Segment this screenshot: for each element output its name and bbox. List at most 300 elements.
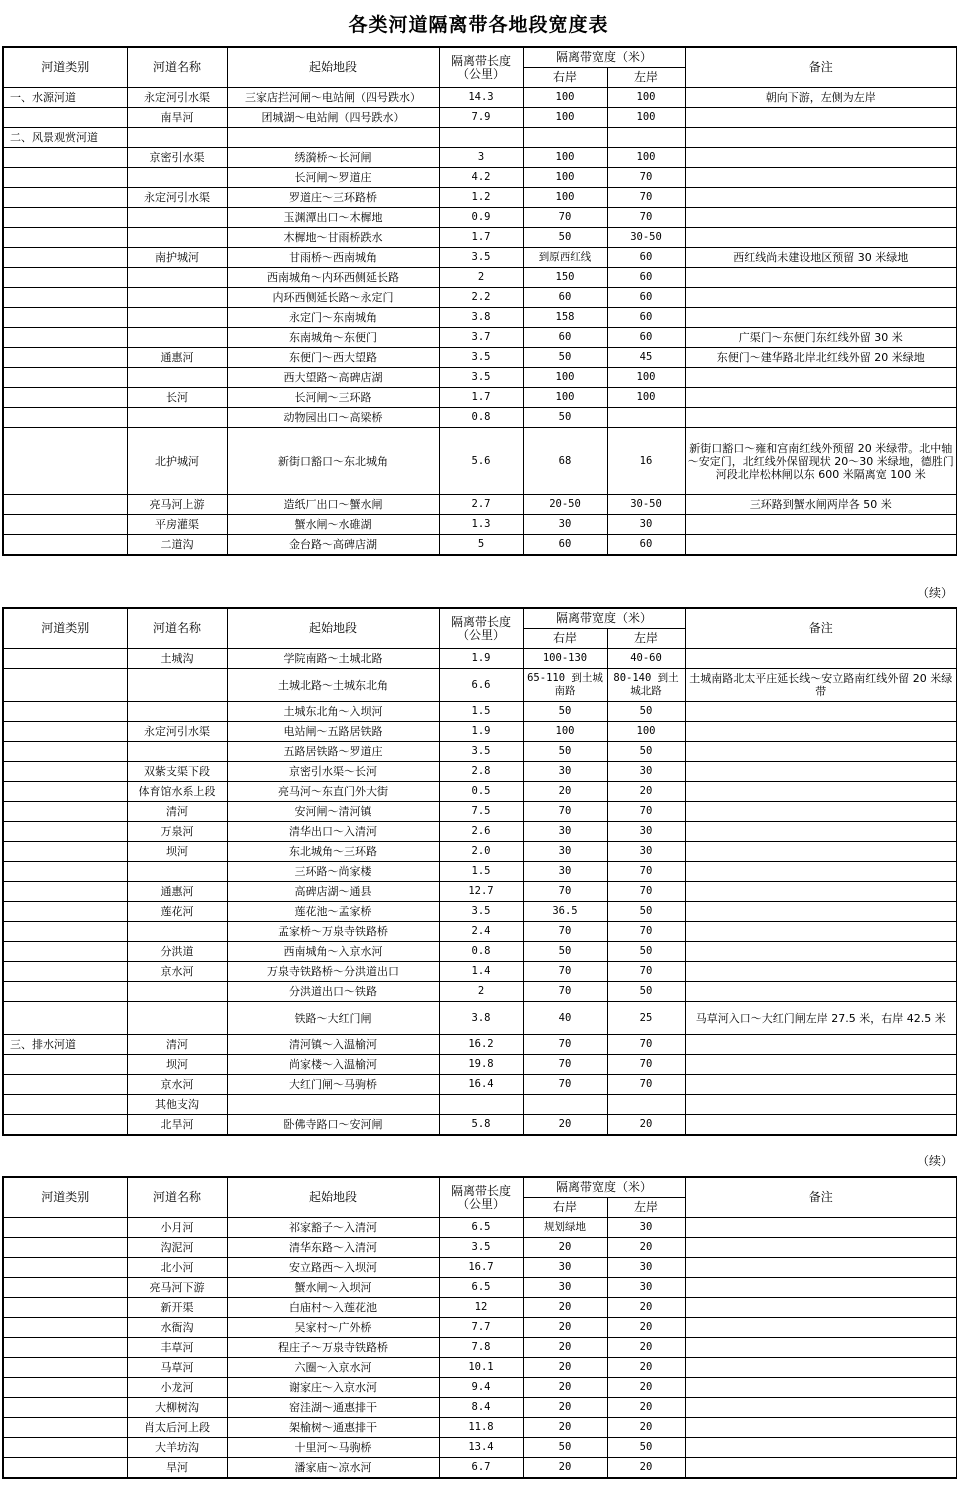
section-range: 架榆树～通惠排干 [227, 1418, 439, 1438]
section-range: 孟家桥～万泉寺铁路桥 [227, 922, 439, 942]
left-bank-width: 50 [607, 942, 685, 962]
buffer-length: 5.8 [439, 1115, 523, 1136]
river-category [3, 515, 127, 535]
remark [685, 1115, 957, 1136]
left-bank-width: 100 [607, 148, 685, 168]
right-bank-width: 100 [523, 368, 607, 388]
remark: 新街口豁口～雍和宫南红线外预留 20 米绿带。北中轴～安定门，北红线外保留现状 20～30 米绿地，德胜门河段北岸松林闸以东 600 米隔离宽 100 米 [685, 428, 957, 495]
remark [685, 1238, 957, 1258]
remark [685, 1035, 957, 1055]
remark [685, 1458, 957, 1479]
right-bank-width: 20 [523, 1298, 607, 1318]
section-range: 谢家庄～入京水河 [227, 1378, 439, 1398]
river-category [3, 328, 127, 348]
buffer-length: 2.7 [439, 495, 523, 515]
right-bank-width: 70 [523, 208, 607, 228]
buffer-length [439, 1095, 523, 1115]
left-bank-width: 70 [607, 1035, 685, 1055]
river-category [3, 842, 127, 862]
section-range: 玉渊潭出口～木樨地 [227, 208, 439, 228]
left-bank-width: 70 [607, 862, 685, 882]
river-name [127, 922, 227, 942]
river-name: 北旱河 [127, 1115, 227, 1136]
left-bank-width: 70 [607, 188, 685, 208]
right-bank-width: 到原西红线 [523, 248, 607, 268]
header-note: 备注 [685, 47, 957, 88]
river-category [3, 368, 127, 388]
buffer-length: 7.7 [439, 1318, 523, 1338]
remark: 东便门～建华路北岸北红线外留 20 米绿地 [685, 348, 957, 368]
river-name: 通惠河 [127, 348, 227, 368]
river-name: 小月河 [127, 1218, 227, 1238]
buffer-length: 2.8 [439, 762, 523, 782]
buffer-length: 11.8 [439, 1418, 523, 1438]
left-bank-width: 60 [607, 268, 685, 288]
right-bank-width: 规划绿地 [523, 1218, 607, 1238]
buffer-length: 8.4 [439, 1398, 523, 1418]
right-bank-width: 158 [523, 308, 607, 328]
table-row [3, 842, 957, 862]
section-range: 祁家豁子～入清河 [227, 1218, 439, 1238]
table-row [3, 1278, 957, 1298]
section-range: 白庙村～入莲花池 [227, 1298, 439, 1318]
table-row [3, 1298, 957, 1318]
river-category [3, 742, 127, 762]
left-bank-width: 20 [607, 1115, 685, 1136]
buffer-length: 7.8 [439, 1338, 523, 1358]
right-bank-width: 60 [523, 328, 607, 348]
header-range: 起始地段 [227, 1177, 439, 1218]
right-bank-width: 100-130 [523, 649, 607, 669]
section-range: 高碑店湖～通县 [227, 882, 439, 902]
left-bank-width: 60 [607, 288, 685, 308]
river-name: 小龙河 [127, 1378, 227, 1398]
section-range: 安立路西～入坝河 [227, 1258, 439, 1278]
section-range: 蟹水闸～入坝河 [227, 1278, 439, 1298]
table-row [3, 388, 957, 408]
river-name: 坝河 [127, 842, 227, 862]
table-row [3, 328, 957, 348]
river-name: 大柳树沟 [127, 1398, 227, 1418]
river-name: 坝河 [127, 1055, 227, 1075]
river-category [3, 722, 127, 742]
table-row [3, 408, 957, 428]
remark [685, 762, 957, 782]
right-bank-width: 50 [523, 408, 607, 428]
right-bank-width: 20 [523, 1318, 607, 1338]
table-row [3, 1418, 957, 1438]
river-category [3, 962, 127, 982]
section-range: 蟹水闸～水碓湖 [227, 515, 439, 535]
remark [685, 1438, 957, 1458]
table-row [3, 862, 957, 882]
river-category: 一、水源河道 [3, 88, 127, 108]
river-name [127, 208, 227, 228]
right-bank-width: 50 [523, 228, 607, 248]
left-bank-width: 60 [607, 248, 685, 268]
river-name: 长河 [127, 388, 227, 408]
river-name: 水衙沟 [127, 1318, 227, 1338]
river-category [3, 148, 127, 168]
buffer-length: 7.5 [439, 802, 523, 822]
table-row [3, 649, 957, 669]
remark [685, 1218, 957, 1238]
river-category [3, 1218, 127, 1238]
buffer-length: 10.1 [439, 1358, 523, 1378]
buffer-length: 0.5 [439, 782, 523, 802]
right-bank-width: 20 [523, 1358, 607, 1378]
section-range: 莲花池～孟家桥 [227, 902, 439, 922]
river-name: 京密引水渠 [127, 148, 227, 168]
buffer-length: 2 [439, 268, 523, 288]
section-range: 三环路～尚家楼 [227, 862, 439, 882]
left-bank-width: 50 [607, 902, 685, 922]
remark [685, 842, 957, 862]
header-range: 起始地段 [227, 47, 439, 88]
buffer-length: 3 [439, 148, 523, 168]
river-category [3, 248, 127, 268]
river-category [3, 228, 127, 248]
buffer-length: 1.7 [439, 228, 523, 248]
left-bank-width: 45 [607, 348, 685, 368]
river-name [127, 669, 227, 702]
remark [685, 722, 957, 742]
river-category [3, 268, 127, 288]
remark [685, 188, 957, 208]
river-name: 分洪道 [127, 942, 227, 962]
left-bank-width: 50 [607, 702, 685, 722]
remark [685, 1398, 957, 1418]
header-width: 隔离带宽度（米） [523, 1177, 685, 1198]
river-category [3, 649, 127, 669]
right-bank-width: 70 [523, 962, 607, 982]
remark [685, 962, 957, 982]
header-type: 河道类别 [3, 47, 127, 88]
table-row [3, 782, 957, 802]
left-bank-width: 100 [607, 722, 685, 742]
left-bank-width: 30 [607, 1278, 685, 1298]
river-category: 三、排水河道 [3, 1035, 127, 1055]
buffer-length: 3.5 [439, 248, 523, 268]
remark [685, 535, 957, 556]
remark [685, 128, 957, 148]
right-bank-width: 36.5 [523, 902, 607, 922]
table-row [3, 802, 957, 822]
river-category [3, 802, 127, 822]
left-bank-width: 16 [607, 428, 685, 495]
river-name: 其他支沟 [127, 1095, 227, 1115]
remark [685, 268, 957, 288]
table-row [3, 208, 957, 228]
river-name: 二道沟 [127, 535, 227, 556]
buffer-length: 9.4 [439, 1378, 523, 1398]
river-name: 南护城河 [127, 248, 227, 268]
river-buffer-table-part-1 [2, 46, 957, 556]
river-category [3, 862, 127, 882]
right-bank-width: 68 [523, 428, 607, 495]
right-bank-width: 20 [523, 1115, 607, 1136]
right-bank-width: 30 [523, 1278, 607, 1298]
remark [685, 388, 957, 408]
buffer-length: 3.5 [439, 1238, 523, 1258]
river-name: 旱河 [127, 1458, 227, 1479]
river-name [127, 228, 227, 248]
section-range: 新街口豁口～东北城角 [227, 428, 439, 495]
buffer-length: 0.8 [439, 408, 523, 428]
river-category [3, 388, 127, 408]
header-name: 河道名称 [127, 608, 227, 649]
river-category [3, 348, 127, 368]
table-row [3, 1318, 957, 1338]
header-type: 河道类别 [3, 1177, 127, 1218]
river-category [3, 1398, 127, 1418]
river-name [127, 408, 227, 428]
right-bank-width: 100 [523, 108, 607, 128]
river-category [3, 208, 127, 228]
header-type: 河道类别 [3, 608, 127, 649]
river-category [3, 1378, 127, 1398]
section-range: 土城北路～土城东北角 [227, 669, 439, 702]
left-bank-width: 30 [607, 822, 685, 842]
right-bank-width: 100 [523, 188, 607, 208]
right-bank-width: 20 [523, 782, 607, 802]
river-category [3, 1438, 127, 1458]
remark [685, 515, 957, 535]
river-name [127, 982, 227, 1002]
table-row [3, 702, 957, 722]
river-name: 平房灌渠 [127, 515, 227, 535]
table-row [3, 428, 957, 495]
table-row [3, 128, 957, 148]
river-name: 双紫支渠下段 [127, 762, 227, 782]
header-width: 隔离带宽度（米） [523, 47, 685, 68]
table-row [3, 762, 957, 782]
buffer-length: 1.5 [439, 702, 523, 722]
buffer-length: 2.4 [439, 922, 523, 942]
left-bank-width: 80-140 到土城北路 [607, 669, 685, 702]
left-bank-width: 20 [607, 782, 685, 802]
header-length: 隔离带长度（公里） [439, 608, 523, 649]
river-category [3, 1075, 127, 1095]
left-bank-width: 70 [607, 962, 685, 982]
buffer-length: 3.8 [439, 308, 523, 328]
table-row [3, 1258, 957, 1278]
buffer-length: 7.9 [439, 108, 523, 128]
right-bank-width: 100 [523, 148, 607, 168]
river-name: 丰草河 [127, 1338, 227, 1358]
right-bank-width: 70 [523, 1075, 607, 1095]
left-bank-width: 60 [607, 535, 685, 556]
left-bank-width: 30 [607, 1258, 685, 1278]
river-category [3, 168, 127, 188]
river-category [3, 1418, 127, 1438]
remark [685, 168, 957, 188]
left-bank-width [607, 128, 685, 148]
table-row [3, 368, 957, 388]
continued-label-1: （续） [916, 586, 953, 600]
section-range: 西大望路～高碑店湖 [227, 368, 439, 388]
right-bank-width: 20 [523, 1338, 607, 1358]
buffer-length: 0.8 [439, 942, 523, 962]
left-bank-width: 20 [607, 1418, 685, 1438]
buffer-length: 4.2 [439, 168, 523, 188]
section-range: 西南城角～内环西侧延长路 [227, 268, 439, 288]
section-range: 亮马河～东直门外大街 [227, 782, 439, 802]
left-bank-width: 25 [607, 1002, 685, 1035]
river-name: 永定河引水渠 [127, 722, 227, 742]
table-row [3, 669, 957, 702]
river-category [3, 1278, 127, 1298]
section-range: 清河镇～入温榆河 [227, 1035, 439, 1055]
section-range: 六圈～入京水河 [227, 1358, 439, 1378]
right-bank-width: 70 [523, 1035, 607, 1055]
section-range: 土城东北角～入坝河 [227, 702, 439, 722]
header-right-bank: 右岸 [523, 68, 607, 88]
header-note: 备注 [685, 1177, 957, 1218]
header-length: 隔离带长度（公里） [439, 47, 523, 88]
section-range: 大红门闸～马驹桥 [227, 1075, 439, 1095]
right-bank-width: 70 [523, 982, 607, 1002]
table-row [3, 1218, 957, 1238]
left-bank-width: 20 [607, 1318, 685, 1338]
river-name: 万泉河 [127, 822, 227, 842]
buffer-length: 3.8 [439, 1002, 523, 1035]
remark [685, 902, 957, 922]
table-row [3, 1075, 957, 1095]
right-bank-width: 100 [523, 388, 607, 408]
table-row [3, 1095, 957, 1115]
river-name: 土城沟 [127, 649, 227, 669]
buffer-length: 3.7 [439, 328, 523, 348]
table-row [3, 1238, 957, 1258]
river-category [3, 922, 127, 942]
buffer-length: 19.8 [439, 1055, 523, 1075]
river-name [127, 288, 227, 308]
table-row [3, 308, 957, 328]
buffer-length: 1.3 [439, 515, 523, 535]
section-range: 长河闸～罗道庄 [227, 168, 439, 188]
right-bank-width: 100 [523, 88, 607, 108]
remark [685, 1258, 957, 1278]
section-range: 程庄子～万泉寺铁路桥 [227, 1338, 439, 1358]
river-category [3, 1358, 127, 1378]
buffer-length: 1.9 [439, 722, 523, 742]
buffer-length: 16.7 [439, 1258, 523, 1278]
section-range: 清华出口～入清河 [227, 822, 439, 842]
left-bank-width: 20 [607, 1338, 685, 1358]
remark [685, 288, 957, 308]
river-name [127, 368, 227, 388]
river-category [3, 188, 127, 208]
buffer-length: 1.5 [439, 862, 523, 882]
river-name: 新开渠 [127, 1298, 227, 1318]
remark: 广渠门～东便门东红线外留 30 米 [685, 328, 957, 348]
river-name: 沟泥河 [127, 1238, 227, 1258]
river-category [3, 1318, 127, 1338]
section-range: 铁路～大红门闸 [227, 1002, 439, 1035]
right-bank-width: 60 [523, 288, 607, 308]
section-range: 十里河～马驹桥 [227, 1438, 439, 1458]
left-bank-width [607, 408, 685, 428]
left-bank-width: 20 [607, 1378, 685, 1398]
buffer-length: 3.5 [439, 902, 523, 922]
right-bank-width [523, 128, 607, 148]
table-row [3, 1115, 957, 1136]
river-buffer-table-part-2 [2, 607, 957, 1136]
remark: 西红线尚未建设地区预留 30 米绿地 [685, 248, 957, 268]
river-name: 清河 [127, 802, 227, 822]
table-row [3, 1338, 957, 1358]
river-name: 马草河 [127, 1358, 227, 1378]
river-category [3, 408, 127, 428]
header-left-bank: 左岸 [607, 1198, 685, 1218]
table-row [3, 88, 957, 108]
buffer-length: 2.2 [439, 288, 523, 308]
right-bank-width: 70 [523, 1055, 607, 1075]
river-category [3, 108, 127, 128]
table-row [3, 268, 957, 288]
river-name: 大羊坊沟 [127, 1438, 227, 1458]
remark [685, 208, 957, 228]
remark: 朝向下游，左侧为左岸 [685, 88, 957, 108]
buffer-length: 12 [439, 1298, 523, 1318]
river-name: 北小河 [127, 1258, 227, 1278]
buffer-length: 3.5 [439, 742, 523, 762]
table-row [3, 1358, 957, 1378]
section-range: 潘家庙～凉水河 [227, 1458, 439, 1479]
right-bank-width: 70 [523, 802, 607, 822]
right-bank-width: 20 [523, 1418, 607, 1438]
left-bank-width: 70 [607, 802, 685, 822]
left-bank-width: 20 [607, 1298, 685, 1318]
section-range: 学院南路～土城北路 [227, 649, 439, 669]
left-bank-width: 70 [607, 1075, 685, 1095]
buffer-length: 1.7 [439, 388, 523, 408]
river-category [3, 1258, 127, 1278]
header-right-bank: 右岸 [523, 1198, 607, 1218]
river-name [127, 168, 227, 188]
remark: 马草河入口～大红门闸左岸 27.5 米，右岸 42.5 米 [685, 1002, 957, 1035]
section-range: 金台路～高碑店湖 [227, 535, 439, 556]
section-range: 清华东路～入清河 [227, 1238, 439, 1258]
buffer-length: 16.2 [439, 1035, 523, 1055]
right-bank-width: 40 [523, 1002, 607, 1035]
river-category [3, 669, 127, 702]
left-bank-width: 70 [607, 208, 685, 228]
section-range: 造纸厂出口～蟹水闸 [227, 495, 439, 515]
river-name: 清河 [127, 1035, 227, 1055]
river-category: 二、风景观赏河道 [3, 128, 127, 148]
river-name [127, 128, 227, 148]
table-row [3, 1438, 957, 1458]
river-category [3, 535, 127, 556]
section-range: 甘雨桥～西南城角 [227, 248, 439, 268]
river-category [3, 428, 127, 495]
right-bank-width: 150 [523, 268, 607, 288]
remark [685, 1095, 957, 1115]
right-bank-width: 60 [523, 535, 607, 556]
table-row [3, 535, 957, 556]
table-row [3, 1035, 957, 1055]
river-category [3, 902, 127, 922]
right-bank-width: 50 [523, 942, 607, 962]
river-name: 亮马河上游 [127, 495, 227, 515]
buffer-length [439, 128, 523, 148]
table-row [3, 822, 957, 842]
remark [685, 802, 957, 822]
section-range: 京密引水渠～长河 [227, 762, 439, 782]
remark [685, 862, 957, 882]
